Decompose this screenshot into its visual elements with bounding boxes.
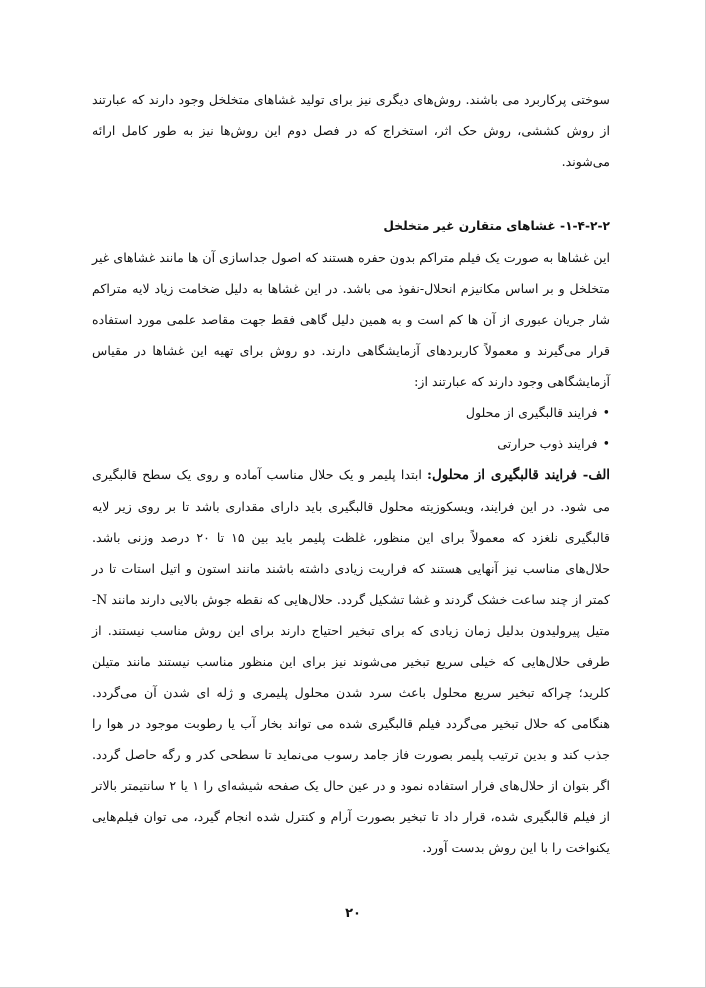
document-body [92,84,610,863]
bullet-icon: • [602,405,610,420]
bullet-text: فرایند ذوب حرارتی [497,436,598,451]
page-number: ۲۰ [345,906,361,921]
bullet-item-melting [92,428,610,459]
section-heading: ۱-۴-۲-۲- غشاهای متقارن غیر متخلخل [383,219,610,233]
bullet-item-casting [92,397,610,428]
bullet-icon: • [602,436,610,451]
method-lead: الف- فرایند قالبگیری از محلول: [427,467,610,483]
method-paragraph [92,459,610,863]
bullet-text: فرایند قالبگیری از محلول [465,405,598,420]
method-text: ابتدا پلیمر و یک حلال مناسب آماده و روی یک سطح قالبگیری می شود. در این فرایند، ویسکوزیته محلول قالبگیری باید دارای مقداری باشد تا بر روی زیر لایه قالبگیری نلغزد که معمولاً برای این منظور، غلظت پلیمر باید بین ۱۵ تا ۲۰ درصد وزنی باشد. حلال‌های مناسب نیز آنهایی هستند که فراریت زیادی داشته باشند مانند استون و اتیل استات تا در کمتر از چند ساعت خشک گردند و غشا تشکیل گردد. حلال‌هایی که نقطه جوش بالایی دارند مانند N-متیل پیرولیدون بدلیل زمان زیادی که برای تبخیر احتیاج دارند برای این روش مناسب نیستند. از طرفی حلال‌هایی که خیلی سریع تبخیر می‌شوند نیز برای این منظور مناسب نیستند مانند متیلن کلرید؛ چراکه تبخیر سریع محلول باعث سرد شدن محلول پلیمری و ژله ای شدن آن می‌گردد. هنگامی که حلال تبخیر می‌گردد فیلم قالبگیری شده می تواند بخار آب یا رطوبت موجود در هوا را جذب کند و بدین ترتیب پلیمر بصورت فاز جامد رسوب می‌نماید تا سطحی کدر و رگه حاصل گردد. اگر بتوان از حلال‌های فرار استفاده نمود و در عین حال یک صفحه شیشه‌ای را ۱ یا ۲ سانتیمتر بالاتر از فیلم قالبگیری شده، قرار داد تا تبخیر بصورت آرام و کنترل شده انجام گیرد، می توان فیلم‌هایی یکنواخت را با این روش بدست آورد. [92,467,610,855]
intro-paragraph: سوختی پرکاربرد می باشند. روش‌های دیگری نیز برای تولید غشاهای متخلخل وجود دارند که عبارتند از روش کششی، روش حک اثر، استخراج که در فصل دوم این روش‌ها نیز به طور کامل ارائه می‌شوند. [92,92,610,169]
section-paragraph: این غشاها به صورت یک فیلم متراکم بدون حفره هستند که اصول جداسازی آن ها مانند غشاهای غیر متخلخل و بر اساس مکانیزم انحلال-نفوذ می باشد. در این غشاها به دلیل ضخامت زیاد لایه متراکم شار جریان عبوری از آن ها کم است و به همین دلیل گاهی فقط جهت مقاصد علمی مورد استفاده قرار می‌گیرند و معمولاً کاربردهای آزمایشگاهی دارند. دو روش برای تهیه این غشاها در مقیاس آزمایشگاهی وجود دارند که عبارتند از: [92,250,610,389]
